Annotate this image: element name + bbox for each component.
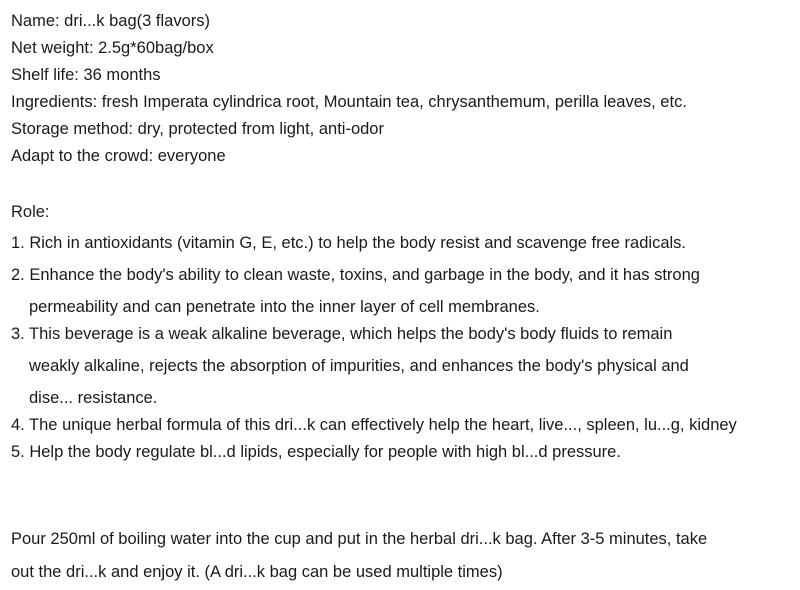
role-item-5-line-1: 5. Help the body regulate bl...d lipids, especially for people with high bl...d pressure. bbox=[11, 443, 621, 461]
role-item-3-line-3: dise... resistance. bbox=[29, 389, 158, 407]
ingredients: Ingredients: fresh Imperata cylindrica root, Mountain tea, chrysanthemum, perilla leaves, etc. bbox=[11, 93, 687, 111]
role-item-2-line-2: permeability and can penetrate into the inner layer of cell membranes. bbox=[29, 298, 540, 316]
role-item-2-line-1: 2. Enhance the body's ability to clean waste, toxins, and garbage in the body, and it has strong bbox=[11, 266, 700, 284]
storage-method: Storage method: dry, protected from light, anti-odor bbox=[11, 120, 384, 138]
target-crowd: Adapt to the crowd: everyone bbox=[11, 147, 226, 165]
usage-line-1: Pour 250ml of boiling water into the cup and put in the herbal dri...k bag. After 3-5 minutes, take bbox=[11, 530, 708, 548]
role-item-3-line-2: weakly alkaline, rejects the absorption of impurities, and enhances the body's physical and bbox=[29, 357, 689, 375]
role-item-1-line-1: 1. Rich in antioxidants (vitamin G, E, etc.) to help the body resist and scavenge free radicals. bbox=[11, 234, 687, 252]
role-item-4-line-1: 4. The unique herbal formula of this dri...k can effectively help the heart, live..., spleen, lu...g, kidney bbox=[11, 416, 737, 434]
shelf-life: Shelf life: 36 months bbox=[11, 66, 161, 84]
usage-line-2: out the dri...k and enjoy it. (A dri...k bag can be used multiple times) bbox=[11, 563, 503, 581]
role-heading: Role: bbox=[11, 203, 50, 221]
role-item-3-line-1: 3. This beverage is a weak alkaline beverage, which helps the body's body fluids to remain bbox=[11, 325, 673, 343]
net-weight: Net weight: 2.5g*60bag/box bbox=[11, 39, 214, 57]
product-name: Name: dri...k bag(3 flavors) bbox=[11, 12, 210, 30]
